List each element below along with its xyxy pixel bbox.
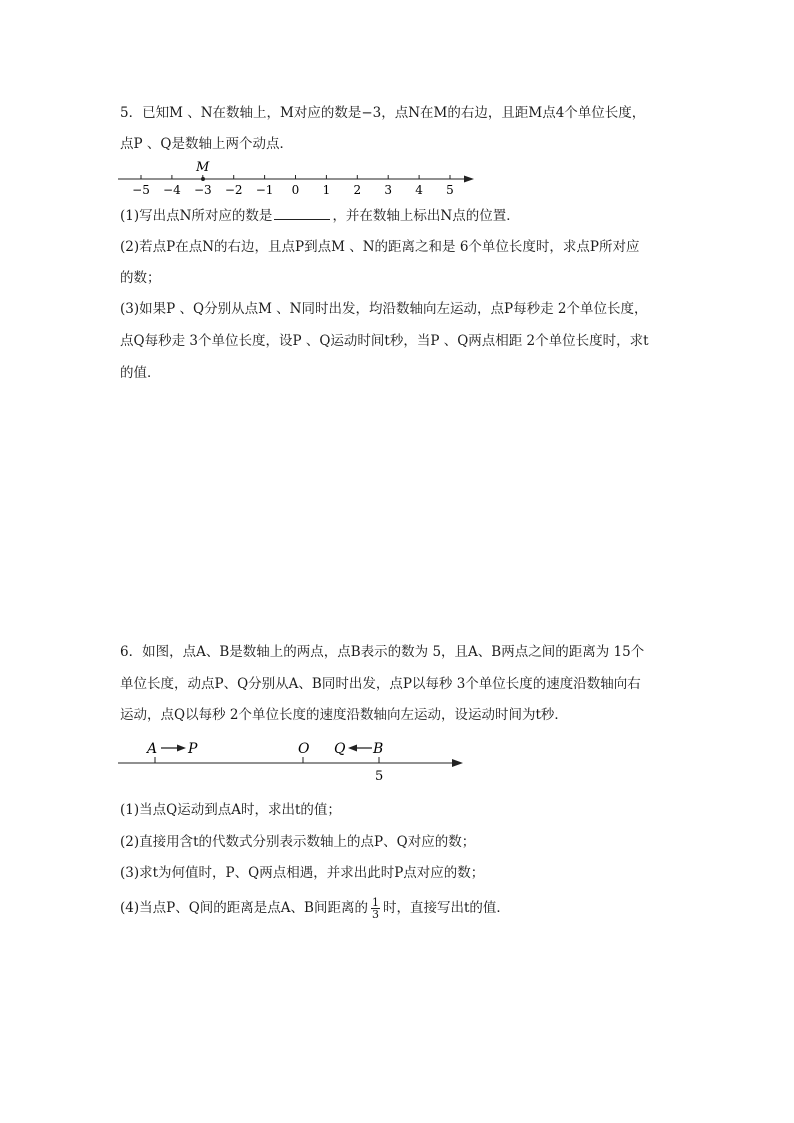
q6-sub2: (2)直接用含t的代数式分别表示数轴上的点P、Q对应的数； <box>120 834 476 850</box>
q5-sub3-line-3: 的值． <box>120 365 161 381</box>
q5-tick-label: 5 <box>446 183 454 197</box>
q5-sub1 <box>120 206 520 226</box>
q6-sub4-text-after: 时，直接写出t的值． <box>382 900 510 916</box>
q5-axis-arrow <box>464 176 474 183</box>
q5-label-m: M <box>196 160 210 175</box>
q5-sub2-line-1: (2)若点P在点N的右边，且点P到点M 、N的距离之和是 6个单位长度时，求点P所对应 <box>120 239 640 255</box>
q5-sub3-line-2: 点Q每秒走 3个单位长度，设P 、Q运动时间t秒，当P 、Q两点相距 2个单位长度时，求t <box>120 333 649 349</box>
q5-sub1-text: (1)写出点N所对应的数是 <box>120 208 273 224</box>
q6-label-a: A <box>147 741 158 757</box>
q6-label-o: O <box>298 741 310 757</box>
fraction-denominator: 3 <box>371 908 379 921</box>
fraction-numerator: 1 <box>371 896 379 909</box>
q5-tick-label: 4 <box>415 183 423 197</box>
q6-sub1: (1)当点Q运动到点A时，求出t的值； <box>120 802 341 818</box>
q5-number-line <box>112 157 482 197</box>
q6-sub4 <box>120 895 510 921</box>
q5-tick-label: 3 <box>384 183 393 197</box>
q6-line-1: 6．如图，点A、B是数轴上的两点，点B表示的数为 5，且A、B两点之间的距离为 15个 <box>120 644 645 660</box>
right-arrow-icon <box>177 745 186 752</box>
q6-sub3: (3)求t为何值时，P、Q两点相遇，并求出此时P点对应的数； <box>120 865 485 881</box>
answer-blank[interactable] <box>274 207 330 220</box>
q5-sub3-line-1: (3)如果P 、Q分别从点M 、N同时出发，均沿数轴向左运动，点P每秒走 2个单位长度， <box>120 301 648 317</box>
q6-label-p: P <box>188 741 198 757</box>
q5-tick-label: −5 <box>132 183 150 197</box>
q5-sub1-text-after: ，并在数轴上标出N点的位置． <box>332 208 520 224</box>
q5-tick-label: 0 <box>291 183 300 197</box>
q6-label-b: B <box>373 741 384 757</box>
q6-sub4-text: (4)当点P、Q间的距离是点A、B间距离的 <box>120 900 368 916</box>
q6-line-2: 单位长度，动点P、Q分别从A、B同时出发，点P以每秒 3个单位长度的速度沿数轴向右 <box>120 676 641 692</box>
q6-line-3: 运动，点Q以每秒 2个单位长度的速度沿数轴向左运动，设运动时间为t秒． <box>120 707 568 723</box>
q5-tick-label: 1 <box>322 183 331 197</box>
q5-tick-label: −3 <box>193 183 212 197</box>
q6-number-line <box>112 735 472 785</box>
q5-tick-label: −1 <box>255 183 274 197</box>
q5-line-1: 5．已知M 、N在数轴上，M对应的数是−3，点N在M的右边，且距M点4个单位长度， <box>120 105 646 121</box>
q5-tick-label: 2 <box>353 183 362 197</box>
q6-axis-arrow <box>452 759 463 767</box>
fraction-one-third <box>371 897 380 920</box>
q6-label-q: Q <box>334 741 346 757</box>
q5-tick-label: −2 <box>224 183 243 197</box>
q5-tick-label: −4 <box>163 183 181 197</box>
q5-line-2: 点P 、Q是数轴上两个动点． <box>120 136 293 152</box>
q5-sub2-line-2: 的数； <box>120 270 161 286</box>
q6-tick-label-5: 5 <box>375 769 384 784</box>
